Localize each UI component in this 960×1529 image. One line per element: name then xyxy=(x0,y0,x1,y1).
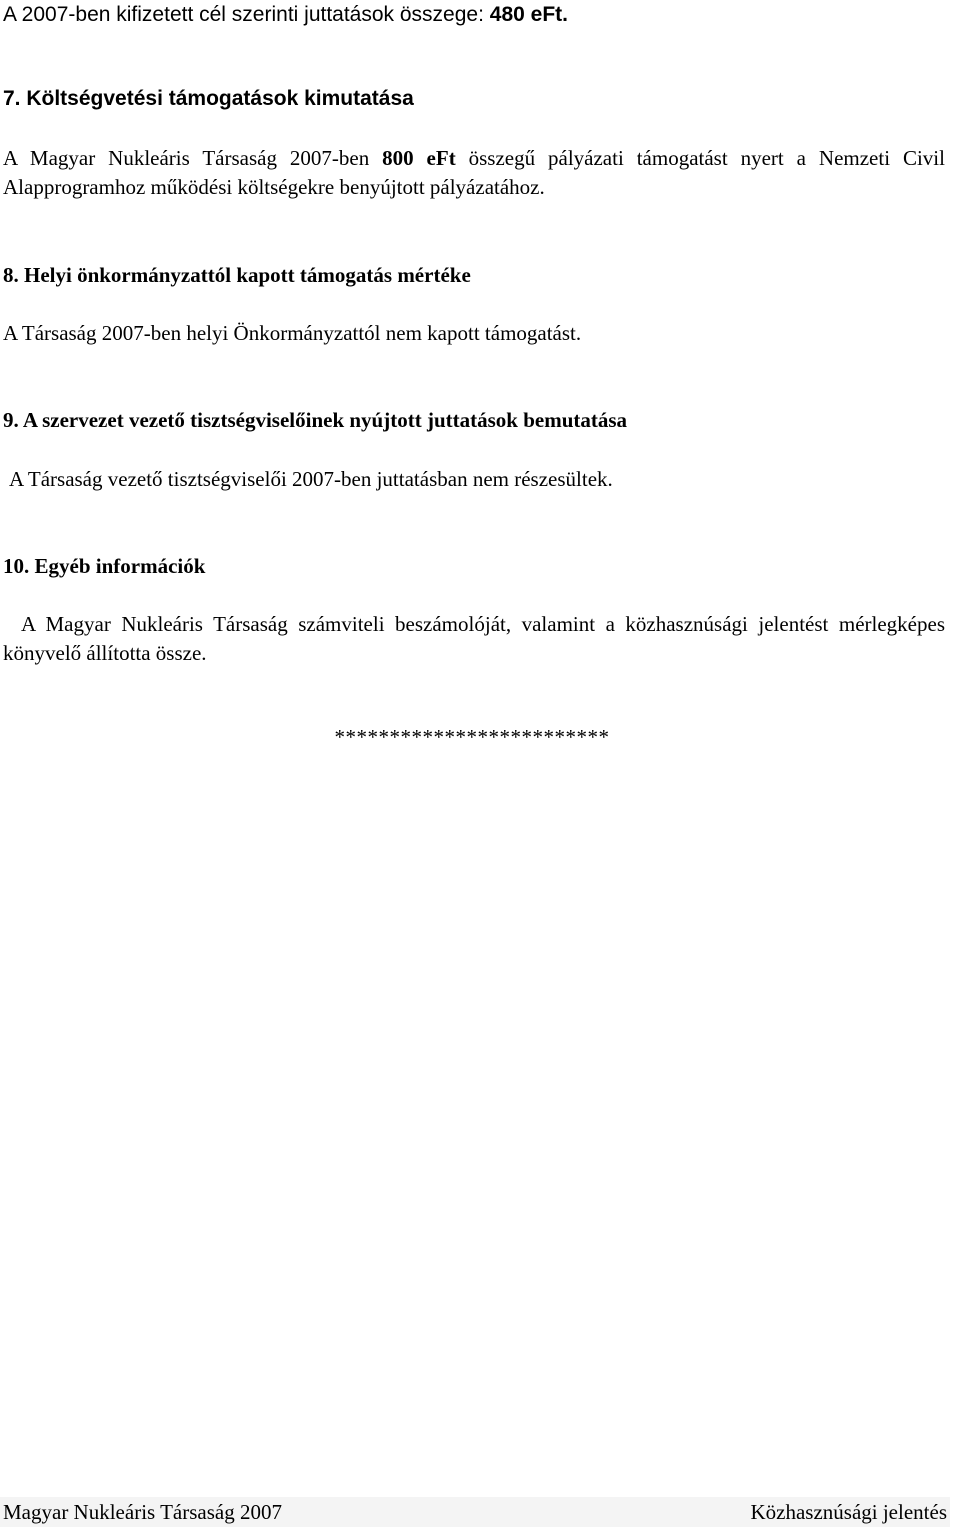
footer-left: Magyar Nukleáris Társaság 2007 xyxy=(3,1500,282,1524)
separator: ************************* xyxy=(334,725,610,749)
section10-heading: 10. Egyéb információk xyxy=(3,554,206,578)
footer-right: Közhasznúsági jelentés xyxy=(750,1500,947,1524)
section7-paragraph xyxy=(3,144,945,202)
section9-heading: 9. A szervezet vezető tisztségviselőinek nyújtott juttatások bemutatása xyxy=(3,408,628,432)
intro-text: A 2007-ben kifizetett cél szerinti juttatások összege: xyxy=(3,3,490,26)
section8-heading: 8. Helyi önkormányzattól kapott támogatás mértéke xyxy=(3,263,471,287)
section7-amount: 800 eFt xyxy=(382,146,456,170)
intro-amount: 480 eFt. xyxy=(489,3,568,26)
section9-text: A Társaság vezető tisztségviselői 2007-ben juttatásban nem részesültek. xyxy=(9,467,613,491)
section10-text: A Magyar Nukleáris Társaság számviteli beszámolóját, valamint a közhasznúsági jelentést mérlegképes könyvelő állította össze. xyxy=(3,612,945,665)
page-footer xyxy=(0,1497,950,1527)
section7-heading: 7. Költségvetési támogatások kimutatása xyxy=(3,87,414,110)
section7-text-after: összegű pályázati támogatást nyert a Nemzeti Civil Alapprogramhoz működési költségekre benyújtott pályázatához. xyxy=(3,146,945,199)
section8-text: A Társaság 2007-ben helyi Önkormányzattól nem kapott támogatást. xyxy=(3,321,582,345)
section7-text-before: A Magyar Nukleáris Társaság 2007-ben xyxy=(3,146,383,170)
intro-line xyxy=(3,2,568,28)
